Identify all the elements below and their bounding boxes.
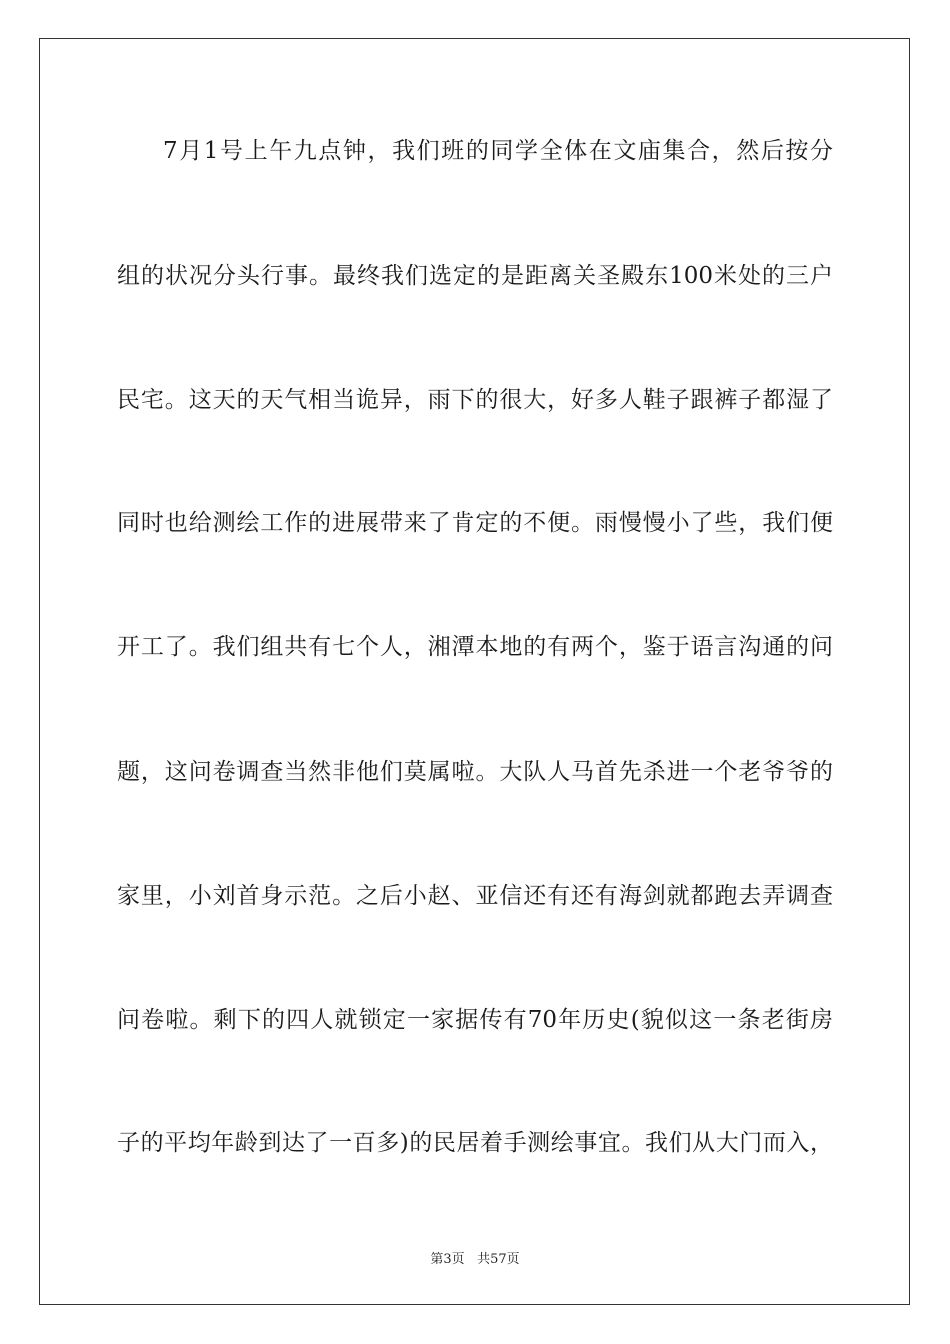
paragraph-line-9: 子的平均年龄到达了一百多)的民居着手测绘事宜。我们从大门而入， [117,1130,833,1156]
page-footer [0,1248,950,1267]
page-number: 第3页 [430,1252,465,1267]
paragraph-line-4: 同时也给测绘工作的进展带来了肯定的不便。雨慢慢小了些，我们便 [117,510,833,536]
paragraph-line-1: 7月1号上午九点钟，我们班的同学全体在文庙集合，然后按分 [163,138,833,164]
paragraph-line-3: 民宅。这天的天气相当诡异，雨下的很大，好多人鞋子跟裤子都湿了 [117,387,833,413]
page-border [39,38,910,1305]
paragraph-line-7: 家里，小刘首身示范。之后小赵、亚信还有还有海剑就都跑去弄调查 [117,883,833,909]
page-total: 共57页 [477,1252,520,1267]
paragraph-line-8: 问卷啦。剩下的四人就锁定一家据传有70年历史(貌似这一条老街房 [117,1007,833,1033]
paragraph-line-6: 题，这问卷调查当然非他们莫属啦。大队人马首先杀进一个老爷爷的 [117,759,833,785]
paragraph-line-5: 开工了。我们组共有七个人，湘潭本地的有两个，鉴于语言沟通的问 [117,634,833,660]
paragraph-line-2: 组的状况分头行事。最终我们选定的是距离关圣殿东100米处的三户 [117,263,833,289]
